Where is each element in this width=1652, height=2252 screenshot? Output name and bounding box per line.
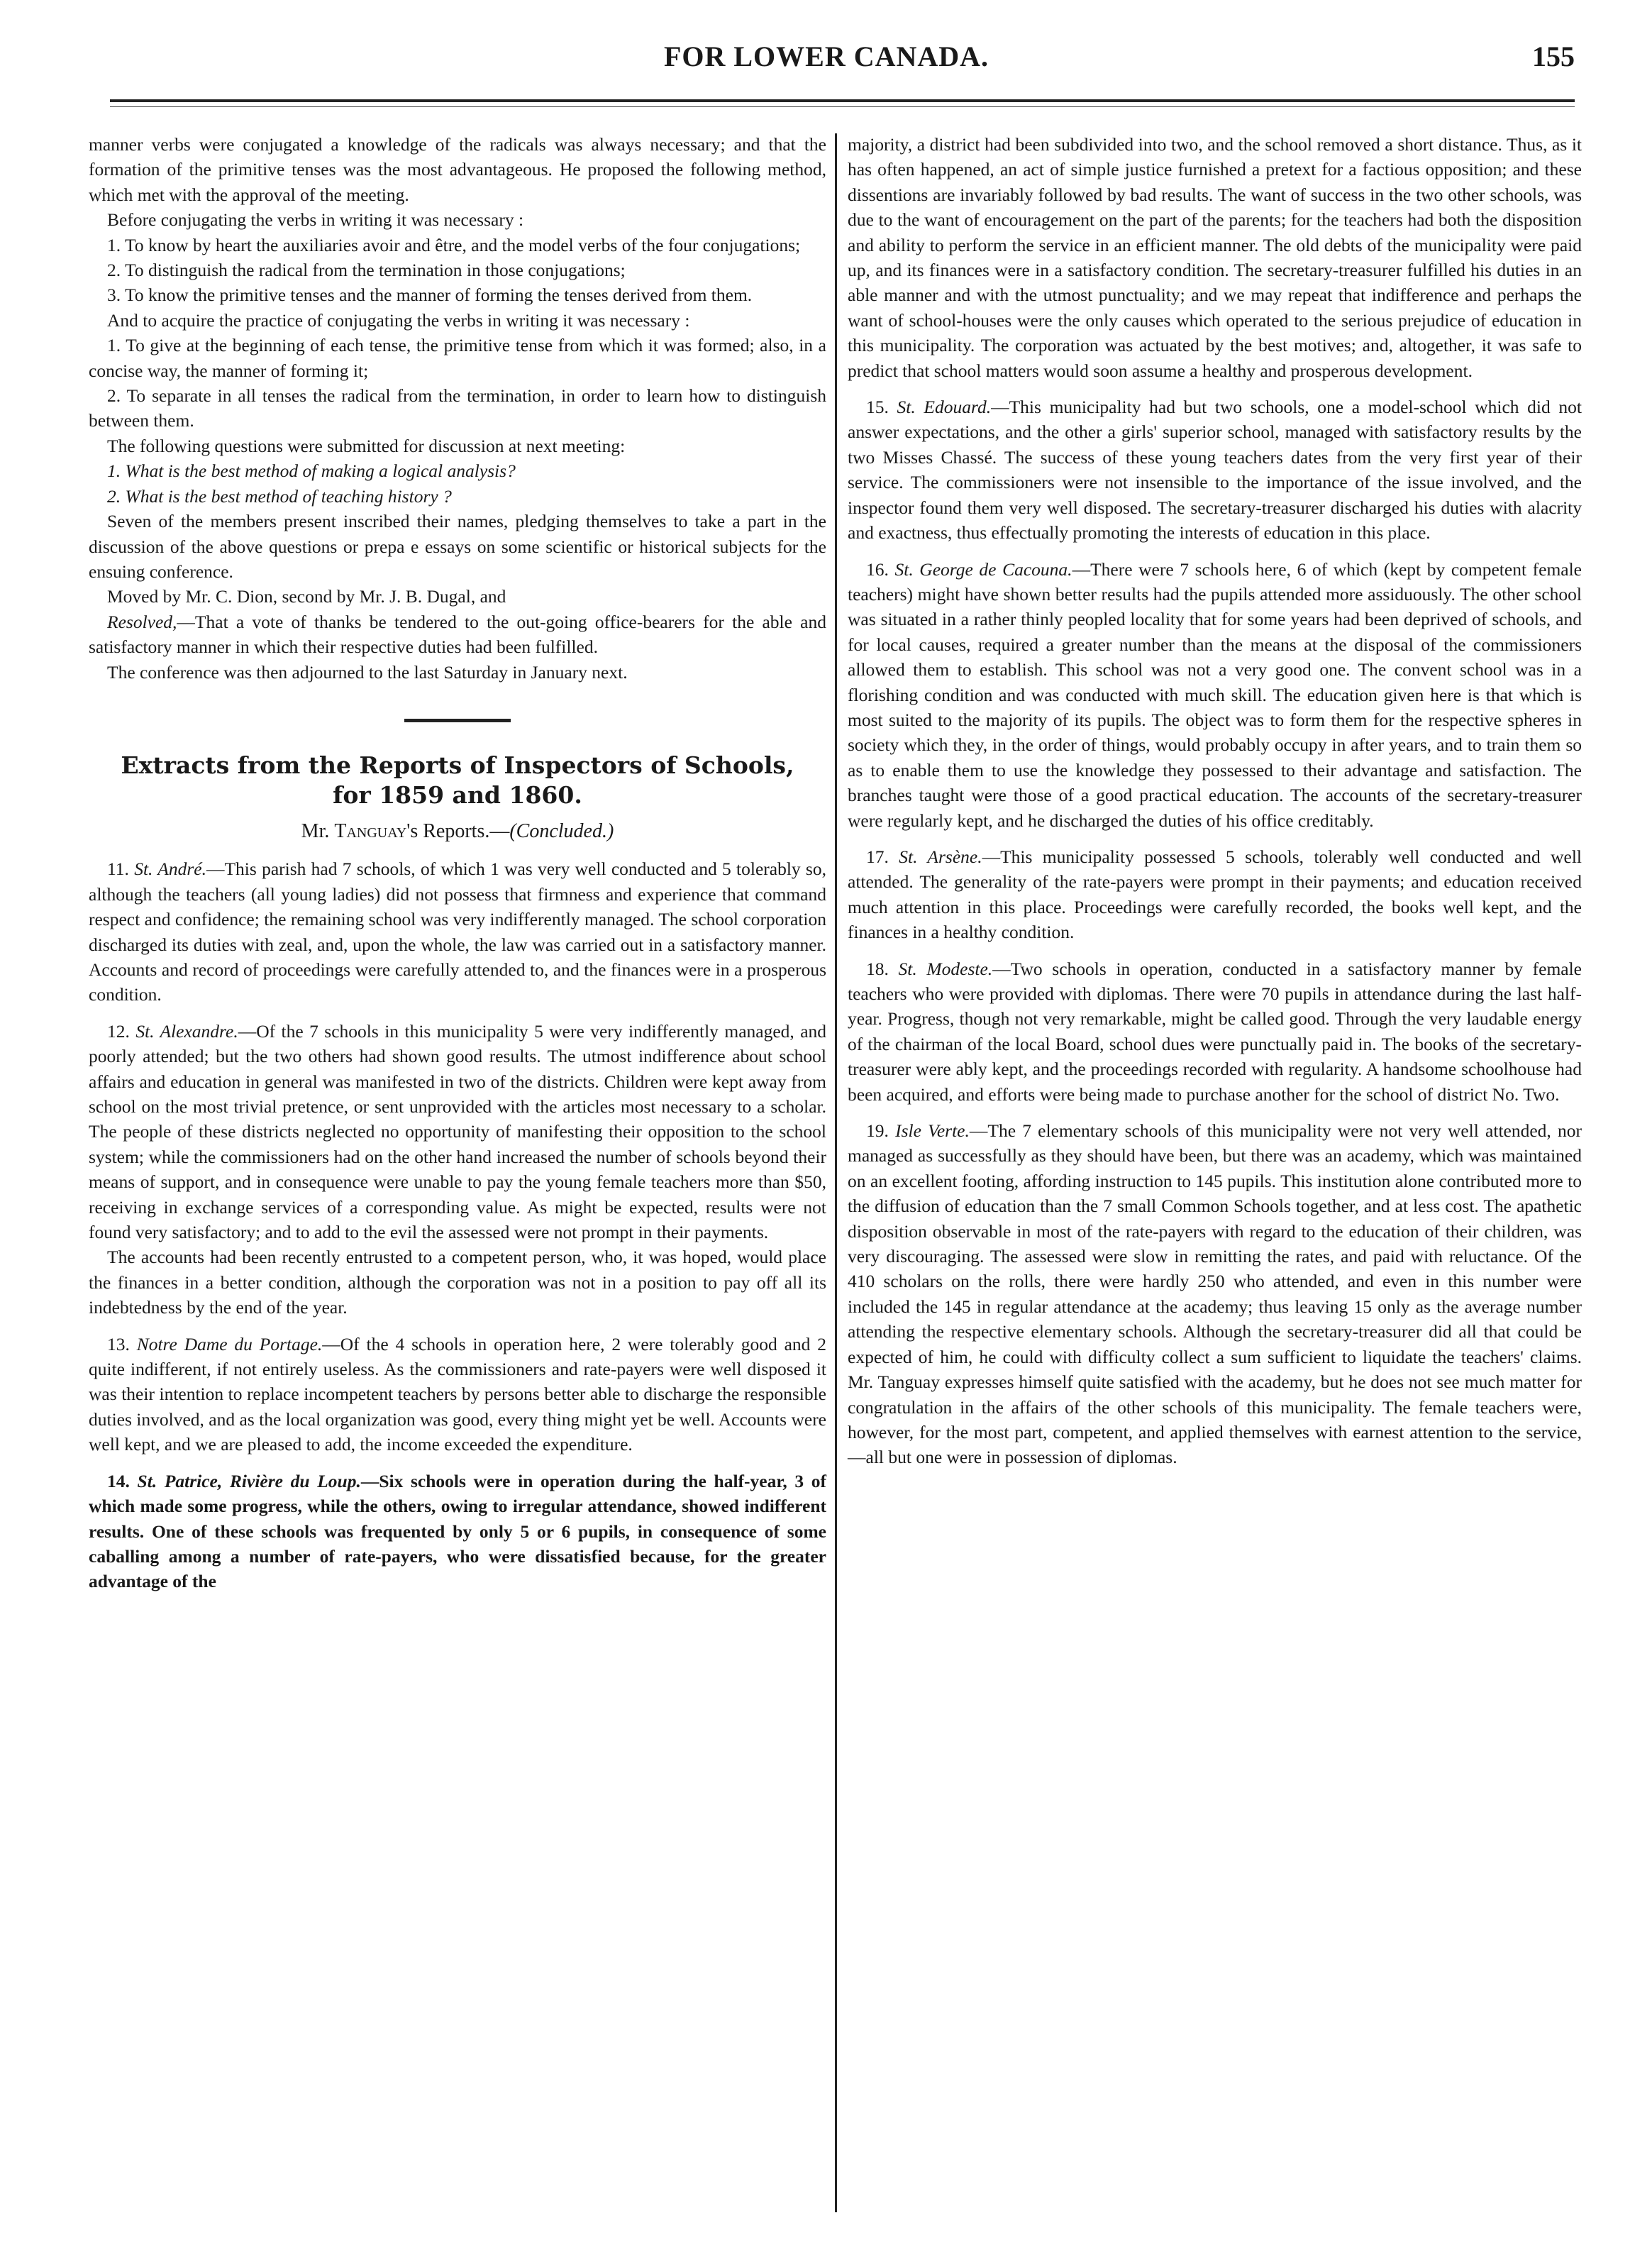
- paragraph: [89, 609, 826, 660]
- running-title: FOR LOWER CANADA.: [663, 40, 989, 72]
- entry-text: —Six schools were in operation during the half-year, 3 of which made some progress, while the others, owing to irregular attendance, showed indifferent results. One of these schools was frequented by only 5 or 6 pupils, in consequence of some caballing among a number of rate-payers, who were dissatisfied because, for the greater advantage of the: [89, 1470, 826, 1592]
- list-item: 2. To separate in all tenses the radical from the termination, in order to learn how to distinguish between them.: [89, 385, 826, 431]
- paragraph: manner verbs were conjugated a knowledge of the radicals was always necessary; and that the formation of the primitive tenses was the most advantageous. He proposed the following method, which met with the approval of the meeting.: [89, 134, 826, 205]
- entry-place: St. Alexandre.: [135, 1020, 238, 1042]
- entry-place: Isle Verte.: [895, 1120, 970, 1142]
- report-entry: [89, 1332, 826, 1457]
- entry-place: St. Patrice, Rivière du Loup.: [137, 1470, 361, 1491]
- report-entry: [848, 844, 1582, 945]
- report-entry: [848, 394, 1582, 545]
- report-entry: [848, 557, 1582, 833]
- left-column: [89, 132, 826, 1594]
- entry-place: St. Edouard.: [897, 397, 992, 418]
- reports-name: Tanguay: [334, 819, 407, 842]
- paragraph: majority, a district had been subdivided into two, and the school removed a short distance. Thus, as it has often happened, an act of simple justice furnished a pretext for a factious opposition; and these dissentions are invariably followed by bad results. The want of success in the two other schools, was due to the want of encouragement on the part of the parents; for the teachers had both the disposition and ability to perform the service in an efficient manner. The old debts of the municipality were paid up, and its finances were in a satisfactory condition. The secretary-treasurer fulfilled his duties in an able manner and with the utmost punctuality; and we may repeat that indifference and perhaps the want of school-houses were the only causes which operated to the serious prejudice of education in this municipality. The corporation was actuated by the best motives; and, altogether, it was safe to predict that school matters would soon assume a healthy and prosperous development.: [848, 134, 1582, 381]
- entry-text: —This municipality possessed 5 schools, tolerably well conducted and well attended. The generality of the rate-payers were prompt in their payments; and education received much attention in this place. Proceedings were carefully recorded, the books well kept, and the finances in a healthy condition.: [848, 846, 1582, 943]
- reports-rest: 's Reports.—: [406, 819, 510, 842]
- entry-number: 13.: [107, 1333, 137, 1354]
- entry-place: Notre Dame du Portage.: [136, 1333, 323, 1354]
- list-item: 2. What is the best method of teaching history ?: [107, 485, 452, 507]
- report-entry: [89, 1469, 826, 1594]
- paragraph: Moved by Mr. C. Dion, second by Mr. J. B. Dugal, and: [107, 586, 506, 607]
- list-item: 1. To give at the beginning of each tense, the primitive tense from which it was formed; also, in a concise way, the manner of forming it;: [89, 335, 826, 381]
- entry-number: 19.: [866, 1120, 896, 1142]
- header-rule: [110, 99, 1575, 102]
- entry-number: 12.: [107, 1020, 136, 1042]
- entry-number: 11.: [107, 859, 135, 880]
- paragraph: The accounts had been recently entrusted to a competent person, who, it was hoped, would place the finances in a better condition, although the corporation was not in a position to pay off all its indebtedness by the end of the year.: [89, 1247, 826, 1318]
- paragraph: Before conjugating the verbs in writing it was necessary :: [107, 209, 524, 231]
- paragraph: Seven of the members present inscribed their names, pledging themselves to take a part in the discussion of the above questions or prepa e essays on some scientific or historical subjects for the ensuing conference.: [89, 511, 826, 582]
- reports-concluded: (Concluded.): [509, 819, 614, 842]
- list-item: 1. What is the best method of making a logical analysis?: [107, 460, 516, 482]
- entry-text: —Of the 4 schools in operation here, 2 were tolerably good and 2 quite indifferent, if not entirely useless. As the commissioners and rate-payers were well disposed it was their intention to replace incompetent teachers by persons better able to discharge the responsible duties involved, and as the local organization was good, every thing might yet be well. Accounts were well kept, and we are pleased to add, the income exceeded the expenditure.: [89, 1333, 826, 1455]
- entry-number: 17.: [866, 846, 899, 867]
- resolved-label: Resolved,: [107, 611, 177, 632]
- page-number: 155: [1532, 40, 1575, 72]
- entry-number: 14.: [107, 1470, 138, 1491]
- paragraph: The conference was then adjourned to the last Saturday in January next.: [107, 661, 628, 683]
- report-entry: [89, 856, 826, 1007]
- entry-text: —Two schools in operation, conducted in a satisfactory manner by female teachers who were provided with diplomas. There were 70 pupils in attendance during the last half-year. Progress, though not very remarkable, might be called good. Through the very laudable energy of the chairman of the local Board, school dues were punctually paid in. The books of the secretary-treasurer were ably kept, and the proceedings recorded with regularity. A handsome schoolhouse had been acquired, and efforts were being made to purchase another for the school of district No. Two.: [848, 958, 1582, 1105]
- report-entry: [89, 1019, 826, 1245]
- section-divider: [404, 719, 511, 722]
- resolved-text: —That a vote of thanks be tendered to the out-going office-bearers for the able and satisfactory manner in which their respective duties had been fulfilled.: [89, 611, 826, 658]
- list-item: 3. To know the primitive tenses and the manner of forming the tenses derived from them.: [107, 285, 753, 306]
- entry-text: —Of the 7 schools in this municipality 5 were very indifferently managed, and poorly attended; but the two others had shown good results. The utmost indifference about school affairs and education in general was manifested in two of the districts. Children were kept away from school on the most trivial pretence, or sent unprovided with the articles most necessary to a scholar. The people of these districts neglected no opportunity of manifesting their opposition to the school system; while the commissioners had on the other hand increased the number of schools beyond their means of support, and in consequence were unable to pay the young female teachers more than $50, receiving in exchange services of a corresponding value. As might be expected, results were not found very satisfactory; and to add to the evil the assessed were not prompt in their payments.: [89, 1020, 827, 1243]
- report-entry: [848, 956, 1582, 1107]
- entry-place: St. Arsène.: [899, 846, 982, 867]
- reports-subheading: [89, 819, 826, 844]
- entry-text: —The 7 elementary schools of this municipality were not very well attended, nor managed as successfully as they should have been, but there was an academy, which was maintained on an excellent footing, affording instruction to 145 pupils. This institution alone contributed more to the diffusion of education than the 7 small Common Schools together, and at less cost. The apathetic disposition observable in most of the rate-payers with regard to the education of their children, was very discouraging. The assessed were slow in remitting the rates, and paid with reluctance. Of the 410 scholars on the rolls, there were hardly 250 who attended, and even in this number were included the 145 in regular attendance at the academy; thus leaving 15 only as the average number attending the respective elementary schools. Although the secretary-treasurer did all that could be expected of him, he could with difficulty collect a sum sufficient to liquidate the teachers' claims. Mr. Tanguay expresses himself quite satisfied with the academy, but he does not see much matter for congratulation in the affairs of the other schools of this municipality. The female teachers were, however, for the most part, competent, and applied themselves with earnest attention to the service,—all but one were in possession of diplomas.: [848, 1120, 1582, 1468]
- page-header: [78, 40, 1575, 82]
- entry-place: St. André.: [134, 859, 206, 880]
- column-divider: [835, 133, 837, 2212]
- section-heading: Extracts from the Reports of Inspectors of Schools, for 1859 and 1860.: [121, 751, 794, 809]
- reports-mr: Mr.: [301, 819, 335, 842]
- entry-text: —This municipality had but two schools, one a model-school which did not answer expectations, and the other a girls' superior school, managed with satisfactory results by the two Misses Chassé. The success of these young teachers dates from the very first year of their service. The commissioners were not insensible to the importance of the issue involved, and the inspector found them very well disposed. The secretary-treasurer discharged his duties with alacrity and exactness, thus effectually promoting the interests of education in this place.: [848, 397, 1582, 543]
- entry-number: 16.: [866, 558, 895, 580]
- entry-number: 18.: [866, 958, 899, 979]
- entry-place: St. Modeste.: [898, 958, 993, 979]
- right-column: [848, 132, 1582, 1470]
- entry-text: —There were 7 schools here, 6 of which (kept by competent female teachers) might have shown better results had the pupils attended more assiduously. The other school was situated in a rather thinly peopled locality that for some years had been deprived of schools, and for local causes, required a greater number than the means at the disposal of the commissioners allowed them to establish. This school was not a very good one. The convent school was in a florishing condition and was conducted with much skill. The education given here is that which is most suited to the majority of its pupils. The object was to form them for the respective spheres in society which they, in the order of things, would probably occupy in after years, and to train them so as to enable them to use the knowledge they possessed to their advantage and satisfaction. The branches taught were those of a good practical education. The accounts of the secretary-treasurer were regularly kept, and he discharged the duties of his office creditably.: [848, 558, 1582, 831]
- entry-text: —This parish had 7 schools, of which 1 was very well conducted and 5 tolerably so, although the teachers (all young ladies) did not possess that firmness and experience that command respect and confidence; the remaining school was very indifferently managed. The school corporation discharged its duties with zeal, and, upon the whole, the law was carried out in a satisfactory manner. Accounts and record of proceedings were carefully attended to, and the finances were in a prosperous condition.: [89, 859, 826, 1005]
- entry-place: St. George de Cacouna.: [894, 558, 1072, 580]
- list-item: 1. To know by heart the auxiliaries avoir and être, and the model verbs of the four conjugations;: [107, 234, 801, 255]
- list-item: 2. To distinguish the radical from the termination in those conjugations;: [107, 260, 626, 281]
- report-entry: [848, 1118, 1582, 1470]
- paragraph: And to acquire the practice of conjugating the verbs in writing it was necessary :: [107, 309, 690, 331]
- header-rule-thin: [110, 106, 1575, 107]
- paragraph: The following questions were submitted for discussion at next meeting:: [107, 435, 626, 456]
- entry-number: 15.: [866, 397, 897, 418]
